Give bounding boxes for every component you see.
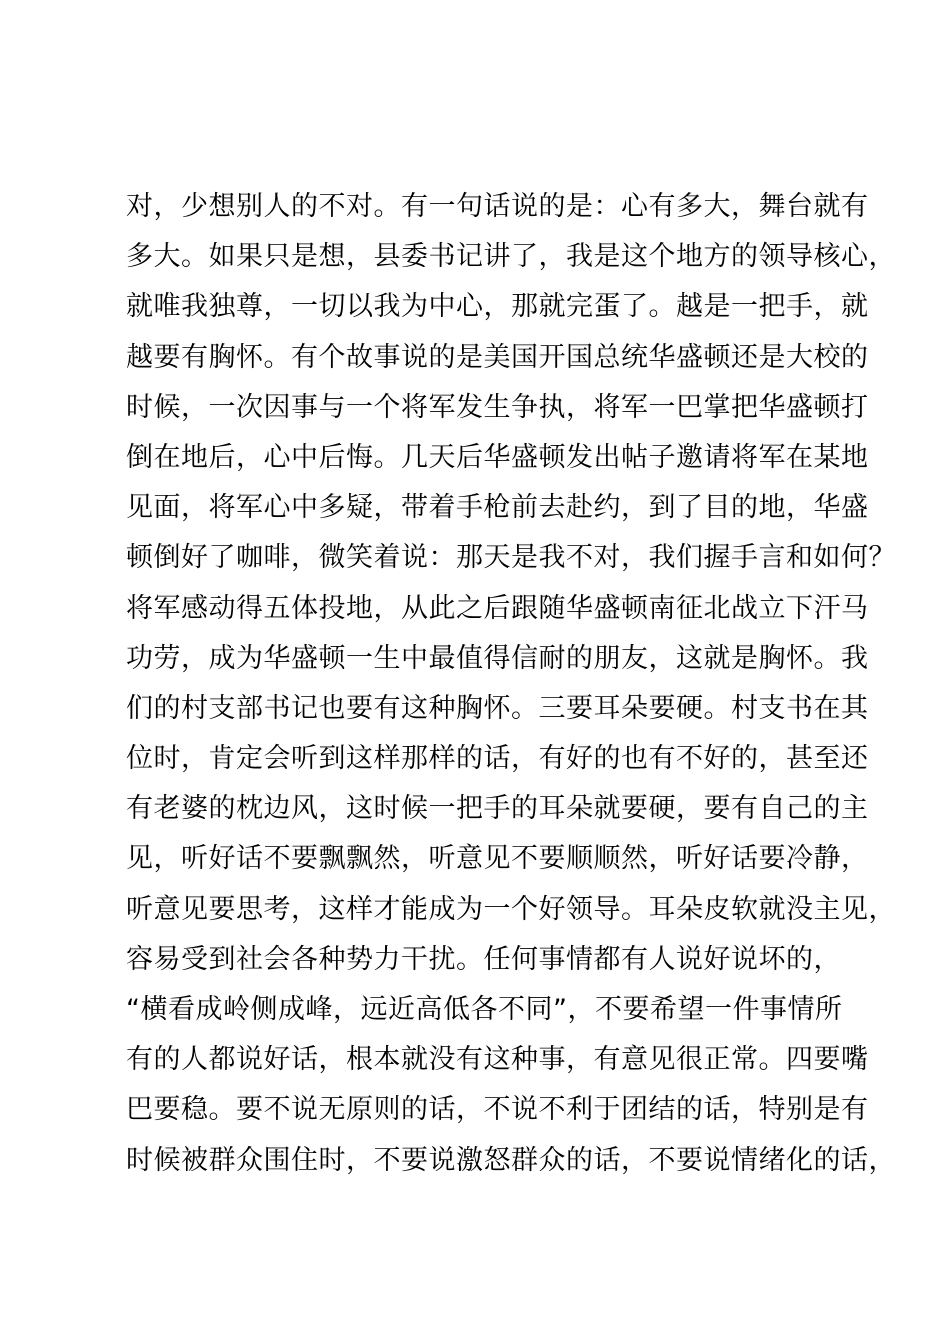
text-line: 顿倒好了咖啡，微笑着说：那天是我不对，我们握手言和如何？ [126,542,896,574]
text-line: 就唯我独尊，一切以我为中心，那就完蛋了。越是一把手，就 [126,291,869,323]
text-line: 位时，肯定会听到这样那样的话，有好的也有不好的，甚至还 [126,743,869,775]
text-line: 倒在地后，心中后悔。几天后华盛顿发出帖子邀请将军在某地 [126,441,869,473]
text-line: 容易受到社会各种势力干扰。任何事情都有人说好说坏的， [126,943,841,975]
text-line: 有的人都说好话，根本就没有这种事，有意见很正常。四要嘴 [126,1044,869,1076]
text-line: 见面，将军心中多疑，带着手枪前去赴约，到了目的地，华盛 [126,492,869,524]
body-text [126,182,896,1186]
text-line: “横看成岭侧成峰，远近高低各不同”，不要希望一件事情所 [126,994,843,1025]
text-line: 功劳，成为华盛顿一生中最值得信耐的朋友，这就是胸怀。我 [126,642,869,674]
text-line: 时候，一次因事与一个将军发生争执，将军一巴掌把华盛顿打 [126,391,869,423]
text-line: 见，听好话不要飘飘然，听意见不要顺顺然，听好话要冷静， [126,843,869,875]
text-line: 们的村支部书记也要有这种胸怀。三要耳朵要硬。村支书在其 [126,692,869,724]
text-line: 听意见要思考，这样才能成为一个好领导。耳朵皮软就没主见， [126,893,896,925]
text-line: 对，少想别人的不对。有一句话说的是：心有多大，舞台就有 [126,191,869,222]
text-line: 将军感动得五体投地，从此之后跟随华盛顿南征北战立下汗马 [126,592,869,624]
text-line: 越要有胸怀。有个故事说的是美国开国总统华盛顿还是大校的 [126,341,869,373]
text-line: 有老婆的枕边风，这时候一把手的耳朵就要硬，要有自己的主 [126,793,869,825]
text-line: 多大。如果只是想，县委书记讲了，我是这个地方的领导核心， [126,241,896,273]
text-line: 时候被群众围住时，不要说激怒群众的话，不要说情绪化的话， [126,1144,896,1176]
text-line: 巴要稳。要不说无原则的话，不说不利于团结的话，特别是有 [126,1094,869,1126]
